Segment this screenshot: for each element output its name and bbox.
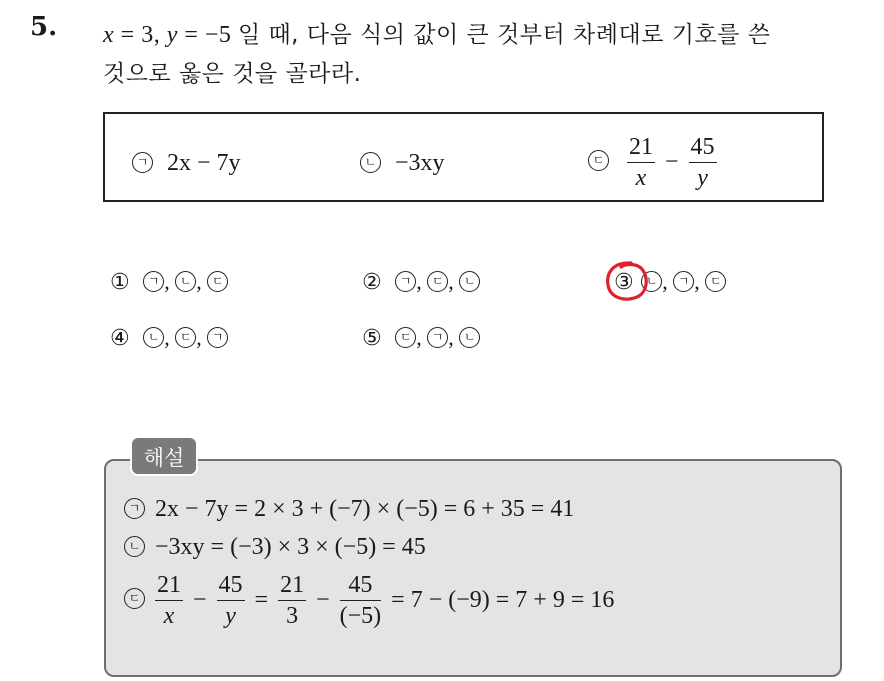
expression-a (132, 150, 241, 177)
mark-circle: ㄷ (427, 271, 448, 292)
minus-sign: − (316, 587, 330, 613)
numerator: 21 (627, 134, 655, 163)
choice-label: ① (110, 270, 130, 295)
mark-circle: ㄴ (459, 327, 480, 348)
mark-circle: ㄱ (673, 271, 694, 292)
denominator: x (163, 603, 175, 629)
mark-circle: ㄷ (124, 588, 145, 609)
fraction (155, 572, 183, 629)
solution-panel (104, 459, 842, 677)
question-text-1: 일 때, 다음 식의 값이 큰 것부터 차례대로 기호를 쓴 (237, 22, 771, 48)
solution-line-b (124, 534, 426, 561)
mark-circle: ㄱ (143, 271, 164, 292)
choice-label: ⑤ (362, 326, 382, 351)
choice-3[interactable]: ③ ㄴ , ㄱ , ㄷ (614, 269, 726, 295)
choice-5[interactable]: ⑤ ㄷ , ㄱ , ㄴ (362, 325, 480, 351)
mark-circle: ㄱ (132, 152, 153, 173)
solution-line-c (124, 572, 614, 629)
expression-a-text: 2x − 7y (167, 150, 241, 176)
mark-circle: ㄷ (207, 271, 228, 292)
mark-circle: ㄴ (641, 271, 662, 292)
fraction (217, 572, 245, 629)
numerator: 45 (340, 572, 382, 601)
choice-4[interactable]: ④ ㄴ , ㄷ , ㄱ (110, 325, 228, 351)
solution-line-a-text: 2x − 7y = 2 × 3 + (−7) × (−5) = 6 + 35 = 41 (155, 496, 575, 522)
mark-circle: ㄱ (427, 327, 448, 348)
question-text-2: 것으로 옳은 것을 골라라. (103, 61, 362, 87)
choice-label: ② (362, 270, 382, 295)
mark-circle: ㄷ (588, 150, 609, 171)
fraction (340, 572, 382, 629)
mark-circle: ㄴ (124, 536, 145, 557)
question-line-1 (103, 16, 770, 49)
mark-circle: ㄷ (705, 271, 726, 292)
equals-sign: = (254, 587, 269, 613)
mark-circle: ㄴ (143, 327, 164, 348)
denominator: y (697, 165, 708, 191)
expression-b (360, 150, 445, 177)
mark-circle: ㄴ (459, 271, 480, 292)
solution-line-c-result: = 7 − (−9) = 7 + 9 = 16 (391, 587, 615, 613)
choice-label: ④ (110, 326, 130, 351)
mark-circle: ㄴ (175, 271, 196, 292)
numerator: 45 (689, 134, 717, 163)
mark-circle: ㄱ (207, 327, 228, 348)
mark-circle: ㄱ (124, 498, 145, 519)
var-y: y (166, 22, 178, 48)
eq-x: = 3, (114, 22, 167, 48)
numerator: 21 (155, 572, 183, 601)
mark-circle: ㄱ (395, 271, 416, 292)
mark-circle: ㄷ (395, 327, 416, 348)
solution-line-b-text: −3xy = (−3) × 3 × (−5) = 45 (155, 534, 426, 560)
mark-circle: ㄴ (360, 152, 381, 173)
fraction-45-y (689, 134, 717, 191)
mark-circle: ㄷ (175, 327, 196, 348)
selected-answer-circle-icon (603, 259, 653, 305)
fraction (278, 572, 306, 629)
expression-b-text: −3xy (395, 150, 445, 176)
expression-c (588, 134, 721, 191)
fraction-21-x (627, 134, 655, 191)
choice-label: ③ (614, 270, 634, 295)
minus-sign: − (193, 587, 207, 613)
question-number: 5. (30, 12, 58, 42)
denominator: x (635, 165, 647, 191)
numerator: 45 (217, 572, 245, 601)
solution-line-a (124, 496, 574, 523)
numerator: 21 (278, 572, 306, 601)
var-x: x (103, 22, 115, 48)
denominator: (−5) (339, 603, 382, 629)
denominator: 3 (286, 603, 299, 629)
minus-sign: − (665, 149, 679, 175)
denominator: y (225, 603, 236, 629)
eq-y: = −5 (177, 22, 238, 48)
choice-2[interactable]: ② ㄱ , ㄷ , ㄴ (362, 269, 480, 295)
solution-tag: 해설 (130, 436, 198, 476)
choice-1[interactable]: ① ㄱ , ㄴ , ㄷ (110, 269, 228, 295)
